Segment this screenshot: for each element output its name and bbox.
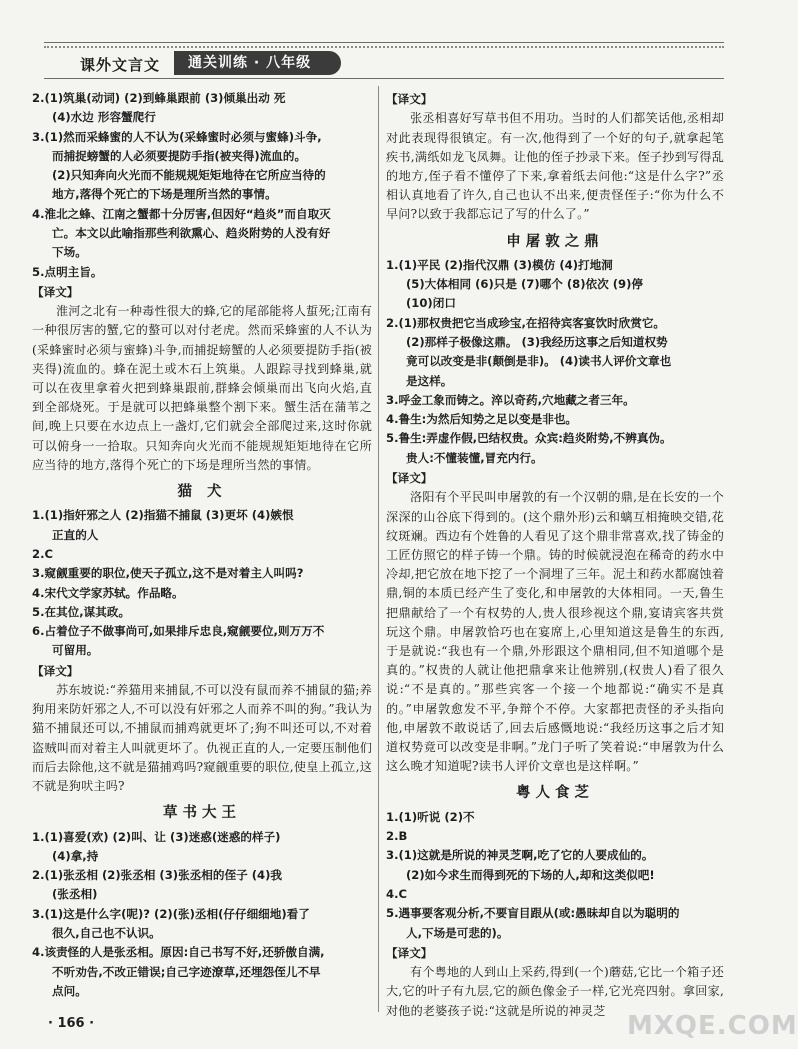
translation-label: 【译文】: [386, 92, 433, 106]
header-rule: [44, 42, 724, 43]
translation-text: 洛阳有个平民叫申屠敦的有一个汉朝的鼎,是在长安的一个深深的山谷底下得到的。(这个鼎外形)云和螭互相掩映交错,花纹斑斓。西边有个姓鲁的人看见了这个鼎非常喜欢,找了铸金的工匠仿照它的样子铸一个鼎。铸的时候就浸泡在稀奇的药水中冷却,把它放在地下挖了一个洞埋了三年。泥土和药水都腐蚀着鼎,铜的本质已经产生了变化,和申屠敦的大体相同。一天,鲁生把鼎献给了一个有权势的人,贵人很珍视这个鼎,宴请宾客共赏玩这个鼎。申屠敦恰巧也在宴席上,心里知道这是鲁生的东西,于是就说:“我也有一个鼎,外形跟这个鼎相同,但不知道哪个是真的。”权贵的人就让他把鼎拿来让他辨别,(权贵人)看了很久说:“不是真的。”那些宾客一个接一个地都说:“确实不是真的。”申屠敦愈发不平,争辩个不停。大家都把责怪的矛头指向他,申屠敦不敢说话了,回去后感慨地说:“我经历这事之后才知道权势竟可以改变是非啊。”龙门子听了笑着说:“申屠敦为什么这么晚才知道呢?读书人评价文章也是这样啊。”: [386, 490, 724, 774]
answer-3: 3.(1)然而采蜂蜜的人不认为(采蜂蜜时必须与蜜蜂)斗争, 而捕捉螃蟹的人必须要提防手指(被夹得)流血的。 (2)只知奔向火光而不能规规矩矩地待在它所应当待的 地方,落得个死亡的下场是理所当然的事情。: [32, 129, 326, 202]
answer-2: 2.(1)筑巢(动词) (2)到蜂巢跟前 (3)倾巢出动 死 (4)水边 形容蟹爬行: [32, 91, 286, 125]
translation-text: 张丞相喜好写草书但不用功。当时的人们都笑话他,丞相却对此表现得很镇定。有一次,他得到了一个好的句子,就拿起笔疾书,满纸如龙飞凤舞。让他的侄子抄录下来。侄子抄到写得乱的地方,侄子看不懂停了下来,拿着纸去问他:“这是什么字?”丞相认真地看了许久,自己也认不出来,便责怪侄子:“你为什么不早问?以致于我都忘记了写的什么了。”: [386, 111, 724, 222]
answer-4: 4.淮北之蜂、江南之蟹都十分厉害,但因好“趋炎”而自取灭 亡。本文以此喻指那些利欲熏心、趋炎附势的人没有好 下场。: [32, 206, 331, 260]
series-tab: 通关训练 · 八年级: [174, 51, 341, 75]
section-title-yueren: 粤人食芝: [516, 785, 594, 802]
section-title-maoquan: 猫 犬: [177, 484, 227, 501]
translation-label: 【译文】: [386, 471, 433, 486]
answer-4: 4.鲁生:为然后知势之足以变是非也。: [386, 412, 578, 427]
section-title-caoshu: 草书大王: [163, 805, 241, 822]
answer-1: 1.(1)喜爱(欢) (2)叫、让 (3)迷惑(迷惑的样子) (4)拿,持: [32, 829, 281, 863]
answer-2: 2.(1)那权贵把它当成珍宝,在招待宾客宴饮时欣赏它。 (2)那样子极像这鼎。 (3)我经历这事之后知道权势 竟可以改变是非(颠倒是非)。 (4)读书人评价文章也 是这样。: [386, 315, 672, 388]
answer-5: 5.遇事要客观分析,不要盲目跟从(或:愚昧却自以为聪明的 人,下场是可悲的)。: [386, 906, 680, 940]
answer-3: 3.(1)这就是所说的神灵芝啊,吃了它的人要成仙的。 (2)如今求生而得到死的下场的人,却和这类似吧!: [386, 848, 655, 882]
translation-text: 有个粤地的人到山上采药,得到(一个)蘑菇,它比一个箱子还大,它的叶子有九层,它的颜色像金子一样,它光亮四射。拿回家,对他的老婆孩子说:“这就是所说的神灵芝: [386, 965, 724, 1018]
translation-label: 【译文】: [386, 945, 433, 960]
answer-5: 5.鲁生:弄虚作假,巴结权贵。众宾:趋炎附势,不辨真伪。 贵人:不懂装懂,冒充内行。: [386, 431, 672, 465]
watermark-logo: MXQE.COM: [627, 1011, 798, 1041]
header-dotted-rule: [44, 46, 724, 48]
translation-text: 苏东坡说:“养猫用来捕鼠,不可以没有鼠而养不捕鼠的猫;养狗用来防奸邪之人,不可以没有奸邪之人而养不叫的狗。”我认为猫不捕鼠还可以,不捕鼠而捕鸡就更坏了;狗不叫还可以,不对着盗贼叫而对着主人叫就更坏了。仇视正直的人,一定要压制他们而后去除他,这不就是猫捕鸡吗?窥觎重要的职位,使皇上孤立,这不就是狗吠主吗?: [32, 683, 372, 794]
answer-1: 1.(1)听说 (2)不: [386, 809, 475, 824]
answer-4: 4.宋代文学家苏轼。作品略。: [32, 585, 184, 600]
answer-5: 5.在其位,谋其政。: [32, 604, 131, 619]
answer-3: 3.(1)这是什么字(呢)? (2)(张)丞相(仔仔细细地)看了 很久,自己也不认识。: [32, 906, 310, 941]
book-title: 课外文言文: [80, 56, 161, 74]
page-header: [44, 40, 724, 84]
section-title-shentu: 申屠敦之鼎: [506, 233, 604, 250]
answer-6: 6.占着位子不做事尚可,如果排斥忠良,窥觎要位,则万万不 可留用。: [32, 624, 325, 658]
answer-2: 2.(1)张丞相 (2)张丞相 (3)张丞相的侄子 (4)我 (张丞相): [32, 868, 282, 902]
right-column: [386, 89, 724, 1021]
answer-2: 2.B: [386, 829, 408, 844]
answer-4: 4.该责怪的人是张丞相。原因:自己书写不好,还骄傲自满, 不听劝告,不改正错误;自己字迹潦草,还埋怨侄儿不早 点问。: [32, 945, 325, 998]
answer-5: 5.点明主旨。: [32, 264, 103, 279]
answer-1: 1.(1)指奸邪之人 (2)指猫不捕鼠 (3)更坏 (4)嫉恨 正直的人: [32, 508, 294, 542]
answer-2: 2.C: [32, 546, 53, 561]
translation-text: 淮河之北有一种毒性很大的蜂,它的尾部能将人蜇死;江南有一种很厉害的蟹,它的螯可以对付老虎。然而采蜂蜜的人不认为(采蜂蜜时必须与蜜蜂)斗争,而捕捉螃蟹的人必须要提防手指(被夹得)流血的。蜂在泥土或木石上筑巢。人跟踪寻找到蜂巢,就可以在夜里拿着火把到蜂巢跟前,群蜂会倾巢而出飞向火焰,直到全部烧死。于是就可以把蜂巢整个割下来。蟹生活在蒲苇之间,晚上只要在水边点上一盏灯,它们就会全部爬过来,这时你就可以俯身一一拾取。只知奔向火光而不能规规矩矩地待在它所应当待的地方,落得个死亡的下场是理所当然的事情。: [32, 304, 372, 472]
answer-1: 1.(1)平民 (2)指代汉鼎 (3)模仿 (4)打地洞 (5)大体相同 (6)只是 (7)哪个 (8)依次 (9)停 (10)闭口: [386, 257, 643, 311]
answer-4: 4.C: [386, 886, 407, 901]
page-number: · 166 ·: [48, 1016, 95, 1031]
translation-label: 【译文】: [32, 284, 79, 299]
translation-label: 【译文】: [32, 663, 79, 678]
answer-3: 3.呼金工象而铸之。淬以奇药,穴地藏之者三年。: [386, 392, 635, 407]
answer-3: 3.窥觎重要的职位,使天子孤立,这不是对着主人叫吗?: [32, 566, 304, 581]
left-column: [32, 89, 372, 1001]
header-bottom-rule: [44, 78, 724, 79]
column-divider: [378, 86, 379, 1012]
